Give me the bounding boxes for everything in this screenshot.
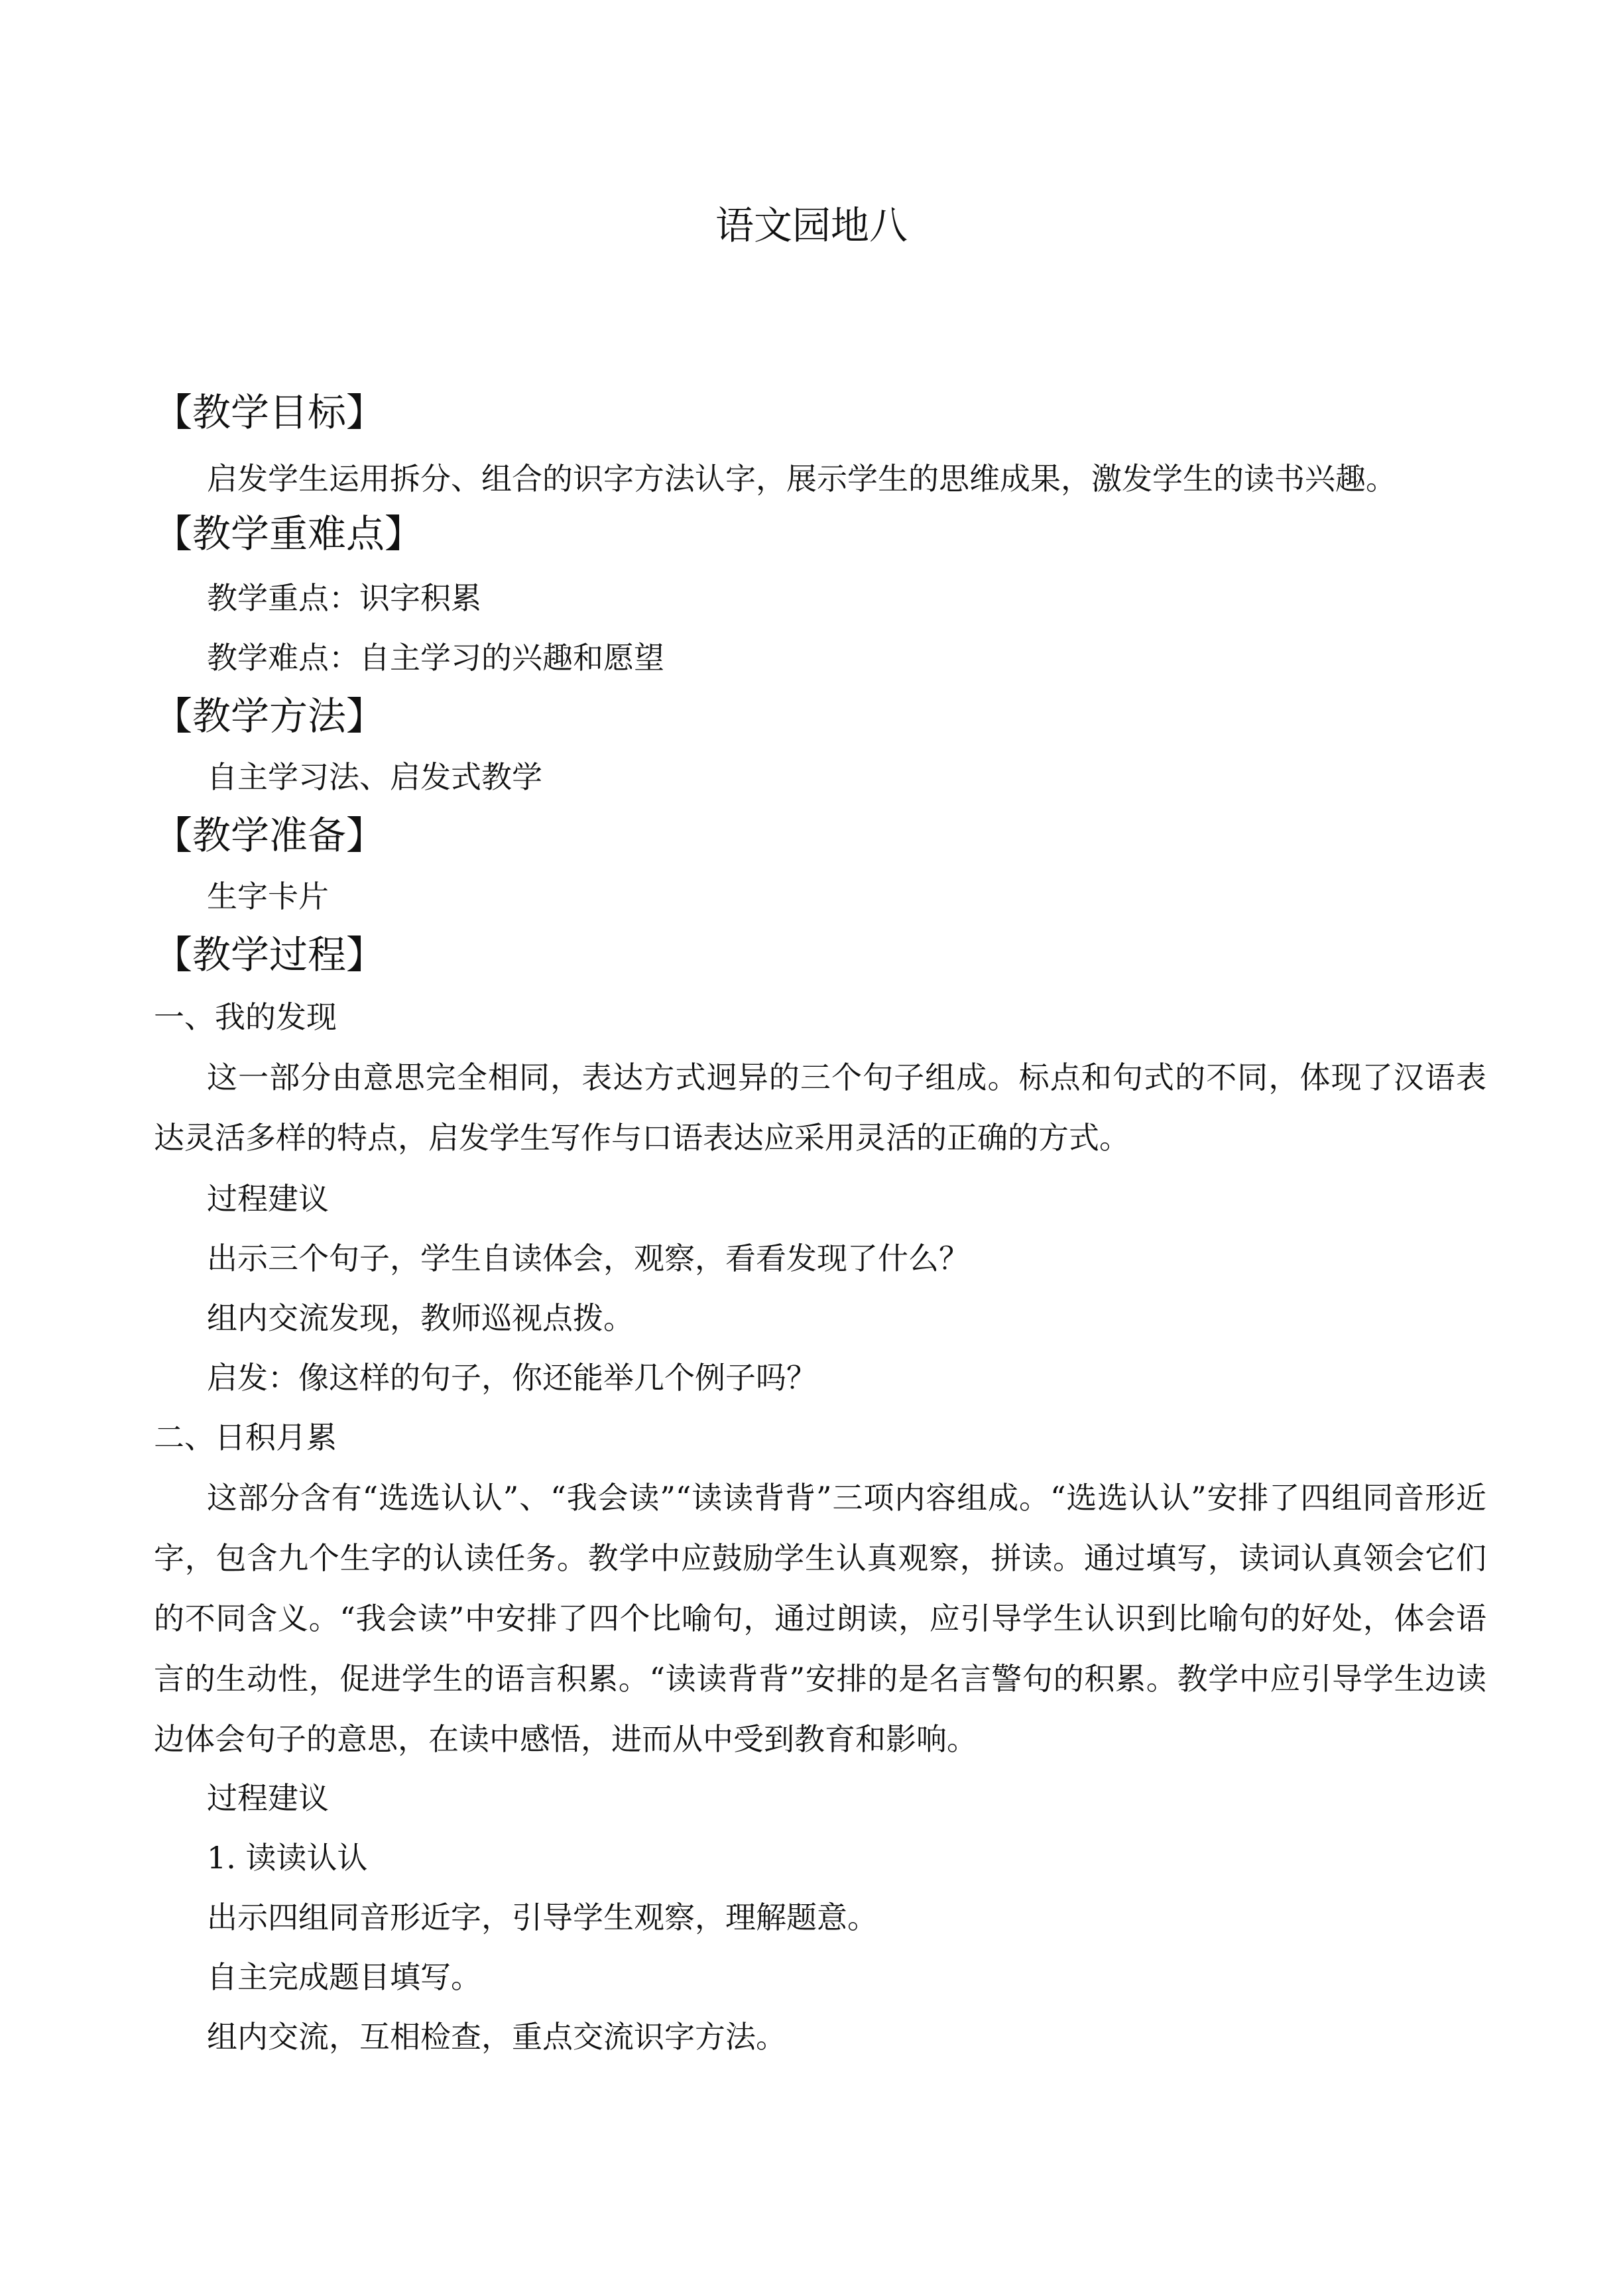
part1-step-2: 组内交流发现，教师巡视点拨。 [207, 1300, 634, 1336]
part2-intro: 这部分含有“选选认认”、“我会读”“读读背背”三项内容组成。“选选认认”安排了四组同音形近字，包含九个生字的认读任务。教学中应鼓励学生认真观察，拼读。通过填写，读词认真领会它们的不同含义。“我会读”中安排了四个比喻句，通过朗读，应引导学生认识到比喻句的好处，体会语言的生动性，促进学生的语言积累。“读读背背”安排的是名言警句的积累。教学中应引导学生边读边体会句子的意思，在读中感悟，进而从中受到教育和影响。 [154, 1480, 1486, 1757]
part1-intro: 这一部分由意思完全相同，表达方式迥异的三个句子组成。标点和句式的不同，体现了汉语表达灵活多样的特点，启发学生写作与口语表达应采用灵活的正确的方式。 [154, 1059, 1486, 1156]
part1-step-1: 出示三个句子，学生自读体会，观察，看看发现了什么？ [207, 1240, 969, 1276]
heading-key-points: 【教学重难点】 [154, 511, 424, 556]
part2-title: 二、日积月累 [154, 1420, 337, 1455]
methods-text: 自主学习法、启发式教学 [207, 759, 542, 795]
key-difficulty: 教学难点：自主学习的兴趣和愿望 [207, 640, 664, 676]
key-focus: 教学重点：识字积累 [207, 580, 481, 616]
part2-suggestion-label: 过程建议 [207, 1780, 329, 1816]
part1-step-3: 启发：像这样的句子，你还能举几个例子吗？ [207, 1360, 817, 1396]
preparation-text: 生字卡片 [207, 878, 329, 914]
part2-step-1: 出示四组同音形近字，引导学生观察，理解题意。 [207, 1900, 878, 1935]
goals-text: 启发学生运用拆分、组合的识字方法认字，展示学生的思维成果，激发学生的读书兴趣。 [207, 461, 1396, 497]
heading-methods: 【教学方法】 [154, 694, 385, 739]
heading-process: 【教学过程】 [154, 932, 385, 977]
part1-suggestion-label: 过程建议 [207, 1181, 329, 1217]
part2-step-2: 自主完成题目填写。 [207, 1959, 481, 1995]
part2-step-3: 组内交流，互相检查，重点交流识字方法。 [207, 2019, 786, 2055]
heading-preparation: 【教学准备】 [154, 813, 385, 858]
document-title: 语文园地八 [715, 203, 908, 248]
part2-subtitle: 1. 读读认认 [207, 1840, 368, 1876]
heading-teaching-goals: 【教学目标】 [154, 390, 385, 435]
part1-title: 一、我的发现 [154, 999, 337, 1035]
